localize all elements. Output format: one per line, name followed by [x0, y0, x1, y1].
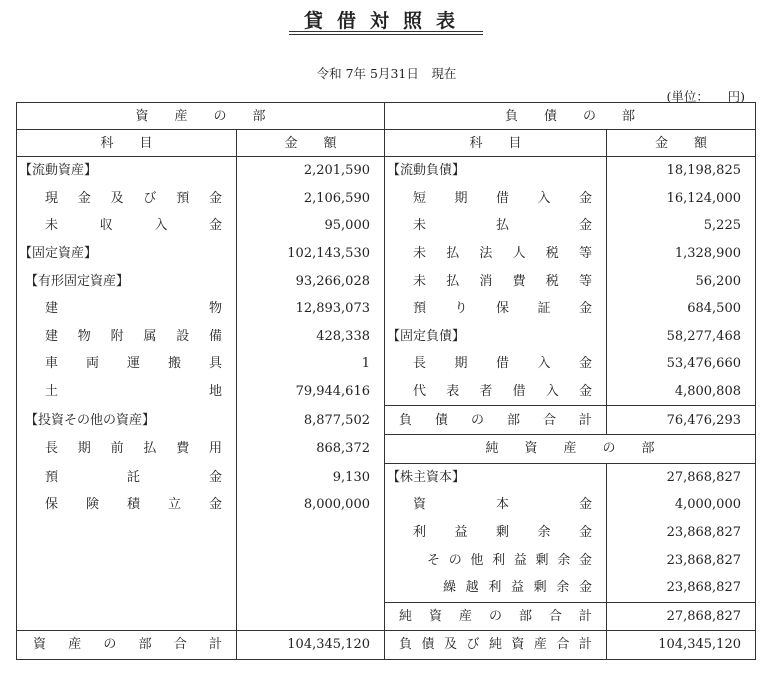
- assets-account-label: [17, 491, 237, 519]
- assets-account-name: 長 期 前 払 費 用: [45, 441, 222, 457]
- liabilities-amount: 23,868,827: [607, 519, 756, 547]
- table-row: [17, 240, 756, 268]
- assets-amount: 1: [237, 350, 385, 378]
- assets-amount: 428,338: [237, 323, 385, 351]
- table-row: [17, 491, 756, 519]
- liabilities-account-label: [385, 546, 607, 574]
- assets-account-label: 【流動資産】: [17, 157, 237, 185]
- net-assets-section-header: 純 資 産 の 部: [385, 434, 756, 463]
- title-underline: [289, 34, 483, 35]
- liabilities-amount: 5,225: [607, 212, 756, 240]
- assets-account-label: 【有形固定資産】: [17, 267, 237, 295]
- liabilities-account-name: 預 り 保 証 金: [413, 301, 592, 317]
- net-assets-total-amount: 27,868,827: [607, 602, 756, 631]
- table-row: [17, 157, 756, 185]
- liabilities-section-header: 負 債 の 部: [385, 103, 756, 130]
- assets-amount: 8,877,502: [237, 406, 385, 435]
- document-title: 貸借対照表: [303, 10, 469, 32]
- liabilities-account-name: 資 本 金: [413, 497, 592, 513]
- liabilities-account-label: 【固定負債】: [385, 323, 607, 351]
- liabilities-account-label: [385, 185, 607, 213]
- liabilities-account-label: 【流動負債】: [385, 157, 607, 185]
- liabilities-account-label: [385, 295, 607, 323]
- liabilities-amount: 27,868,827: [607, 463, 756, 491]
- assets-account-name: 車 両 運 搬 具: [45, 356, 222, 372]
- assets-total-label-text: 資 産 の 部 合 計: [33, 637, 222, 653]
- liabilities-amount: 1,328,900: [607, 240, 756, 268]
- title-underline: [289, 31, 483, 32]
- liabilities-account-header: 科 目: [385, 130, 607, 157]
- liabilities-account-label: [385, 378, 607, 406]
- grand-total-row: [17, 631, 756, 660]
- liabilities-amount: 684,500: [607, 295, 756, 323]
- liabilities-total-label: [385, 406, 607, 435]
- assets-amount: 102,143,530: [237, 240, 385, 268]
- assets-account-label: 【固定資産】: [17, 240, 237, 268]
- liabilities-and-net-assets-total-label-text: 負 債 及 び 純 資 産 合 計: [399, 637, 592, 653]
- unit-label: (単位： 円): [666, 89, 745, 104]
- assets-account-label: [17, 519, 237, 547]
- liabilities-amount: 23,868,827: [607, 546, 756, 574]
- liabilities-account-name: 未 払 消 費 税 等: [413, 273, 592, 289]
- liabilities-account-name: 未 払 金: [413, 218, 592, 234]
- table-row: [17, 267, 756, 295]
- balance-sheet-table: [16, 102, 756, 660]
- liabilities-account-name: そ の 他 利 益 剰 余 金: [427, 552, 592, 568]
- liabilities-account-label: [385, 267, 607, 295]
- liabilities-account-name: 繰 越 利 益 剰 余 金: [443, 580, 592, 596]
- table-row: [17, 434, 756, 463]
- liabilities-amount: 23,868,827: [607, 574, 756, 602]
- assets-amount: 95,000: [237, 212, 385, 240]
- liabilities-and-net-assets-total-label: [385, 631, 607, 660]
- assets-amount: 9,130: [237, 463, 385, 491]
- assets-section-header: 資 産 の 部: [17, 103, 385, 130]
- liabilities-amount: 4,000,000: [607, 491, 756, 519]
- liabilities-amount: 16,124,000: [607, 185, 756, 213]
- liabilities-amount: 4,800,808: [607, 378, 756, 406]
- assets-total-label: [17, 631, 237, 660]
- liabilities-amount: 56,200: [607, 267, 756, 295]
- assets-account-label: [17, 295, 237, 323]
- liabilities-account-label: [385, 240, 607, 268]
- assets-account-label: 【投資その他の資産】: [17, 406, 237, 435]
- liabilities-account-name: 長 期 借 入 金: [413, 356, 592, 372]
- table-row: [17, 350, 756, 378]
- assets-account-label: [17, 212, 237, 240]
- assets-account-label: [17, 350, 237, 378]
- liabilities-account-name: 代 表 者 借 入 金: [413, 384, 592, 400]
- liabilities-account-name: 短 期 借 入 金: [413, 190, 592, 206]
- assets-account-name: 預 託 金: [45, 469, 222, 485]
- table-row: [17, 602, 756, 631]
- assets-account-label: [17, 463, 237, 491]
- assets-account-label: [17, 574, 237, 602]
- liabilities-account-label: [385, 350, 607, 378]
- assets-account-name: 土 地: [45, 384, 222, 400]
- assets-account-label: [17, 185, 237, 213]
- table-row: [17, 574, 756, 602]
- table-row: [17, 406, 756, 435]
- liabilities-account-label: 【株主資本】: [385, 463, 607, 491]
- table-row: [17, 378, 756, 406]
- liabilities-account-name: 利 益 剰 余 金: [413, 525, 592, 541]
- liabilities-account-label: [385, 491, 607, 519]
- assets-total-amount: 104,345,120: [237, 631, 385, 660]
- assets-amount: 93,266,028: [237, 267, 385, 295]
- assets-amount-header: 金 額: [237, 130, 385, 157]
- assets-amount: [237, 546, 385, 574]
- assets-account-label: [17, 378, 237, 406]
- table-row: [17, 185, 756, 213]
- table-row: [17, 463, 756, 491]
- liabilities-amount: 18,198,825: [607, 157, 756, 185]
- net-assets-total-label-text: 純 資 産 の 部 合 計: [399, 608, 592, 624]
- assets-amount: 8,000,000: [237, 491, 385, 519]
- table-row: [17, 546, 756, 574]
- liabilities-and-net-assets-total-amount: 104,345,120: [607, 631, 756, 660]
- assets-account-label: [17, 546, 237, 574]
- assets-account-name: 建 物 附 属 設 備: [45, 328, 222, 344]
- assets-amount: [237, 574, 385, 602]
- liabilities-account-name: 未 払 法 人 税 等: [413, 246, 592, 262]
- liabilities-amount: 53,476,660: [607, 350, 756, 378]
- liabilities-amount-header: 金 額: [607, 130, 756, 157]
- liabilities-amount: 58,277,468: [607, 323, 756, 351]
- assets-account-name: 保 険 積 立 金: [45, 497, 222, 513]
- assets-account-name: 現 金 及 び 預 金: [45, 190, 222, 206]
- liabilities-total-label-text: 負 債 の 部 合 計: [399, 412, 592, 428]
- assets-amount: [237, 519, 385, 547]
- assets-account-label: [17, 602, 237, 631]
- liabilities-account-label: [385, 519, 607, 547]
- net-assets-total-label: [385, 602, 607, 631]
- assets-account-label: [17, 323, 237, 351]
- assets-amount: 868,372: [237, 434, 385, 463]
- liabilities-account-label: [385, 212, 607, 240]
- assets-account-name: 未 収 入 金: [45, 218, 222, 234]
- table-row: [17, 323, 756, 351]
- assets-amount: 79,944,616: [237, 378, 385, 406]
- assets-amount: 12,893,073: [237, 295, 385, 323]
- report-date: 令和 7年 5月31日 現在: [316, 66, 457, 81]
- table-row: [17, 295, 756, 323]
- assets-amount: 2,106,590: [237, 185, 385, 213]
- assets-amount: 2,201,590: [237, 157, 385, 185]
- assets-amount: [237, 602, 385, 631]
- liabilities-total-amount: 76,476,293: [607, 406, 756, 435]
- table-row: [17, 212, 756, 240]
- table-row: [17, 519, 756, 547]
- assets-account-label: [17, 434, 237, 463]
- assets-account-header: 科 目: [17, 130, 237, 157]
- liabilities-account-label: [385, 574, 607, 602]
- assets-account-name: 建 物: [45, 301, 222, 317]
